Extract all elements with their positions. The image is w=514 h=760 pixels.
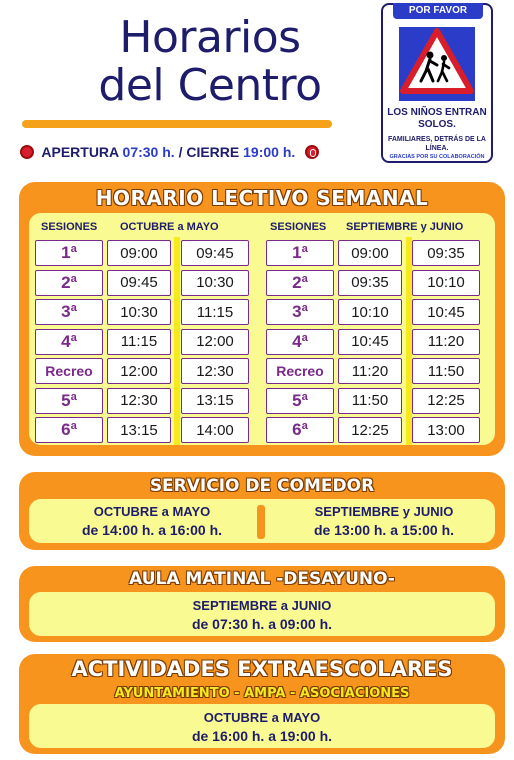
extraescolares-title: ACTIVIDADES EXTRAESCOLARES <box>71 657 453 681</box>
end-time: 13:00 <box>412 417 480 443</box>
end-time: 12:00 <box>181 329 249 355</box>
start-time: 11:15 <box>107 329 171 355</box>
end-time: 10:10 <box>412 270 480 296</box>
matinal-content <box>29 592 495 636</box>
session-label: 3ª <box>266 299 334 325</box>
end-time: 11:50 <box>412 358 480 384</box>
left-row-2 <box>35 270 255 296</box>
matinal-time: de 07:30 h. a 09:00 h. <box>191 616 333 632</box>
left-row-5 <box>35 358 255 384</box>
left-row-7 <box>35 417 255 443</box>
left-row-6 <box>35 388 255 414</box>
start-time: 09:35 <box>338 270 402 296</box>
close-label: CIERRE <box>186 144 240 160</box>
end-time: 13:15 <box>181 388 249 414</box>
sign-main-text: LOS NIÑOS ENTRAN SOLOS. <box>387 107 487 130</box>
right-row-3 <box>266 299 486 325</box>
open-icon <box>20 145 34 159</box>
right-row-4 <box>266 329 486 355</box>
matinal-title: AULA MATINAL -DESAYUNO- <box>129 569 395 589</box>
start-time: 10:45 <box>338 329 402 355</box>
extraescolares-content <box>29 704 495 748</box>
start-time: 11:20 <box>338 358 402 384</box>
right-row-6 <box>266 388 486 414</box>
start-time: 12:25 <box>338 417 402 443</box>
right-row-7 <box>266 417 486 443</box>
extraescolares-subtitle: AYUNTAMIENTO - AMPA - ASOCIACIONES <box>114 686 410 701</box>
session-label: 2ª <box>266 270 334 296</box>
left-row-3 <box>35 299 255 325</box>
comedor-panel <box>19 472 505 550</box>
comedor-right-period: SEPTIEMBRE y JUNIO <box>314 504 454 519</box>
right-row-5 <box>266 358 486 384</box>
session-label: Recreo <box>35 358 103 384</box>
schedule-title: HORARIO LECTIVO SEMANAL <box>95 186 429 210</box>
comedor-divider <box>257 505 265 539</box>
session-label: 1ª <box>266 240 334 266</box>
extraescolares-period: OCTUBRE a MAYO <box>203 710 321 725</box>
session-label: 2ª <box>35 270 103 296</box>
start-time: 11:50 <box>338 388 402 414</box>
session-label: 6ª <box>35 417 103 443</box>
end-time: 12:30 <box>181 358 249 384</box>
open-time: 07:30 h. <box>122 144 175 160</box>
start-time: 12:00 <box>107 358 171 384</box>
start-time: 12:30 <box>107 388 171 414</box>
left-row-4 <box>35 329 255 355</box>
session-label: 5ª <box>266 388 334 414</box>
start-time: 09:00 <box>338 240 402 266</box>
start-time: 09:45 <box>107 270 171 296</box>
comedor-left-time: de 14:00 h. a 16:00 h. <box>81 522 223 538</box>
start-time: 13:15 <box>107 417 171 443</box>
hours-separator: / <box>178 144 183 160</box>
session-label: 4ª <box>35 329 103 355</box>
matinal-period: SEPTIEMBRE a JUNIO <box>192 598 332 613</box>
opening-hours <box>20 144 319 160</box>
title-line-1: Horarios <box>119 12 301 63</box>
right-sessions-header: SESIONES <box>270 221 327 233</box>
school-sign <box>381 3 493 163</box>
start-time: 10:30 <box>107 299 171 325</box>
session-label: 3ª <box>35 299 103 325</box>
session-label: 6ª <box>266 417 334 443</box>
title-line-2: del Centro <box>98 60 322 111</box>
page-title <box>60 14 360 110</box>
session-label: 1ª <box>35 240 103 266</box>
end-time: 14:00 <box>181 417 249 443</box>
session-label: 4ª <box>266 329 334 355</box>
left-period-header: OCTUBRE a MAYO <box>120 221 219 233</box>
session-label: 5ª <box>35 388 103 414</box>
power-icon <box>305 145 319 159</box>
end-time: 10:45 <box>412 299 480 325</box>
comedor-right-time: de 13:00 h. a 15:00 h. <box>313 522 455 538</box>
extraescolares-time: de 16:00 h. a 19:00 h. <box>191 728 333 744</box>
close-time: 19:00 h. <box>243 144 296 160</box>
sign-sub-text: FAMILIARES, DETRÁS DE LA LÍNEA. <box>387 136 486 152</box>
end-time: 09:35 <box>412 240 480 266</box>
left-row-1 <box>35 240 255 266</box>
title-underline <box>22 120 332 128</box>
end-time: 10:30 <box>181 270 249 296</box>
matinal-panel <box>19 566 505 642</box>
comedor-content <box>29 499 495 543</box>
right-row-1 <box>266 240 486 266</box>
session-label: Recreo <box>266 358 334 384</box>
end-time: 09:45 <box>181 240 249 266</box>
open-label: APERTURA <box>41 144 119 160</box>
sign-thanks: GRACIAS POR SU COLABORACIÓN <box>389 154 485 160</box>
comedor-left-period: OCTUBRE a MAYO <box>93 504 211 519</box>
end-time: 11:20 <box>412 329 480 355</box>
children-crossing-icon <box>397 25 477 103</box>
right-period-header: SEPTIEMBRE y JUNIO <box>346 221 464 233</box>
start-time: 10:10 <box>338 299 402 325</box>
schedule-table-area <box>29 213 495 445</box>
end-time: 11:15 <box>181 299 249 325</box>
weekly-schedule-panel <box>19 182 505 456</box>
right-row-2 <box>266 270 486 296</box>
sign-header: POR FAVOR <box>393 3 483 19</box>
start-time: 09:00 <box>107 240 171 266</box>
end-time: 12:25 <box>412 388 480 414</box>
extraescolares-panel <box>19 654 505 754</box>
comedor-title: SERVICIO DE COMEDOR <box>149 476 375 496</box>
left-sessions-header: SESIONES <box>41 221 98 233</box>
